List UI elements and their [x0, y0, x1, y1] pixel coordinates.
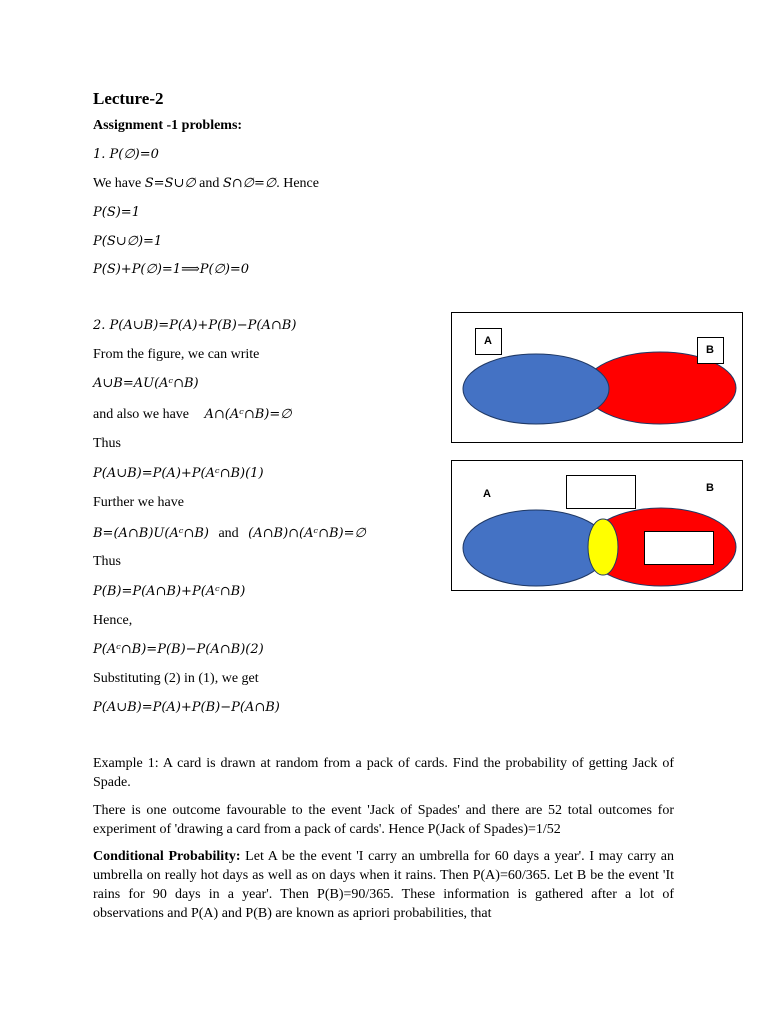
problem1-line1: 1. P(∅)=0 [93, 147, 159, 162]
problem2-also-line [93, 407, 292, 423]
label-a-box [475, 328, 502, 355]
problem1-line2-suffix: . Hence [276, 176, 319, 191]
conditional-probability-paragraph [93, 847, 674, 923]
problem2-thus1: Thus [93, 436, 121, 451]
problem1-line2-math1: S=S∪∅ [144, 176, 196, 191]
problem2-eq7: P(Aᶜ∩B)=P(B)−P(A∩B)(2) [93, 642, 264, 657]
venn-figure-1 [451, 312, 743, 443]
problem2-eq2: A∩(Aᶜ∩B)=∅ [204, 407, 292, 422]
example1-text: Example 1: A card is drawn at random from a pack of cards. Find the probability of getting Jack of Spade. [93, 756, 674, 790]
venn-figure-2 [451, 460, 743, 591]
label-b: B [706, 482, 714, 494]
problem2-eq1: A∪B=AU(Aᶜ∩B) [93, 376, 199, 391]
problem1-line2-prefix: We have [93, 176, 142, 191]
problem2-eq3: P(A∪B)=P(A)+P(Aᶜ∩B)(1) [93, 466, 264, 481]
label-b: B [706, 344, 714, 356]
problem1-line3: P(S)=1 [93, 205, 140, 220]
label-b-box [697, 337, 724, 364]
problem2-line1: 2. P(A∪B)=P(A)+P(B)−P(A∩B) [93, 318, 297, 333]
problem1-line4: P(S∪∅)=1 [93, 234, 163, 249]
set-a-ellipse [463, 354, 609, 424]
problem1-line2-and: and [199, 176, 220, 191]
label-a: A [484, 335, 492, 347]
problem2-hence: Hence, [93, 613, 133, 628]
problem2-eq4: B=(A∩B)U(Aᶜ∩B) [93, 526, 209, 541]
problem1-line2 [93, 176, 319, 192]
problem1-line2-math2: S∩∅=∅ [222, 176, 277, 191]
problem2-further: Further we have [93, 495, 184, 510]
problem2-substituting: Substituting (2) in (1), we get [93, 671, 259, 686]
problem2-eq5: (A∩B)∩(Aᶜ∩B)=∅ [248, 526, 366, 541]
conditional-text: Let A be the event 'I carry an umbrella for 60 days a year'. I may carry an umbrella on really hot days as well as on days when it rains. Then P(A)=60/365. Let B be the event 'It rains for 90 days in a year'. Then P(B)=90/365. These information is gathered after a lot of observations and P(A) and P(B) are known as apriori probabilities, that [93, 849, 674, 921]
empty-box-right [644, 531, 714, 565]
problem2-thus2: Thus [93, 554, 121, 569]
problem2-from-figure: From the figure, we can write [93, 347, 260, 362]
conditional-title: Conditional Probability: [93, 849, 241, 864]
set-a-ellipse [463, 510, 609, 586]
problem2-eq6: P(B)=P(A∩B)+P(Aᶜ∩B) [93, 584, 246, 599]
problem1-line5: P(S)+P(∅)=1⟹P(∅)=0 [93, 262, 250, 277]
problem2-eq4-line [93, 526, 366, 542]
empty-box-top [566, 475, 636, 509]
problem2-also-text: and also we have [93, 407, 190, 422]
subheading: Assignment -1 problems: [93, 118, 243, 133]
heading: Lecture-2 [93, 89, 164, 108]
problem2-and-text: and [218, 526, 239, 541]
example1-solution: There is one outcome favourable to the event 'Jack of Spades' and there are 52 total outcomes for experiment of 'drawing a card from a pack of cards'. Hence P(Jack of Spades)=1/52 [93, 803, 674, 837]
intersection-ellipse [588, 519, 618, 575]
problem2-eq8: P(A∪B)=P(A)+P(B)−P(A∩B) [93, 700, 280, 715]
label-a: A [483, 488, 491, 500]
